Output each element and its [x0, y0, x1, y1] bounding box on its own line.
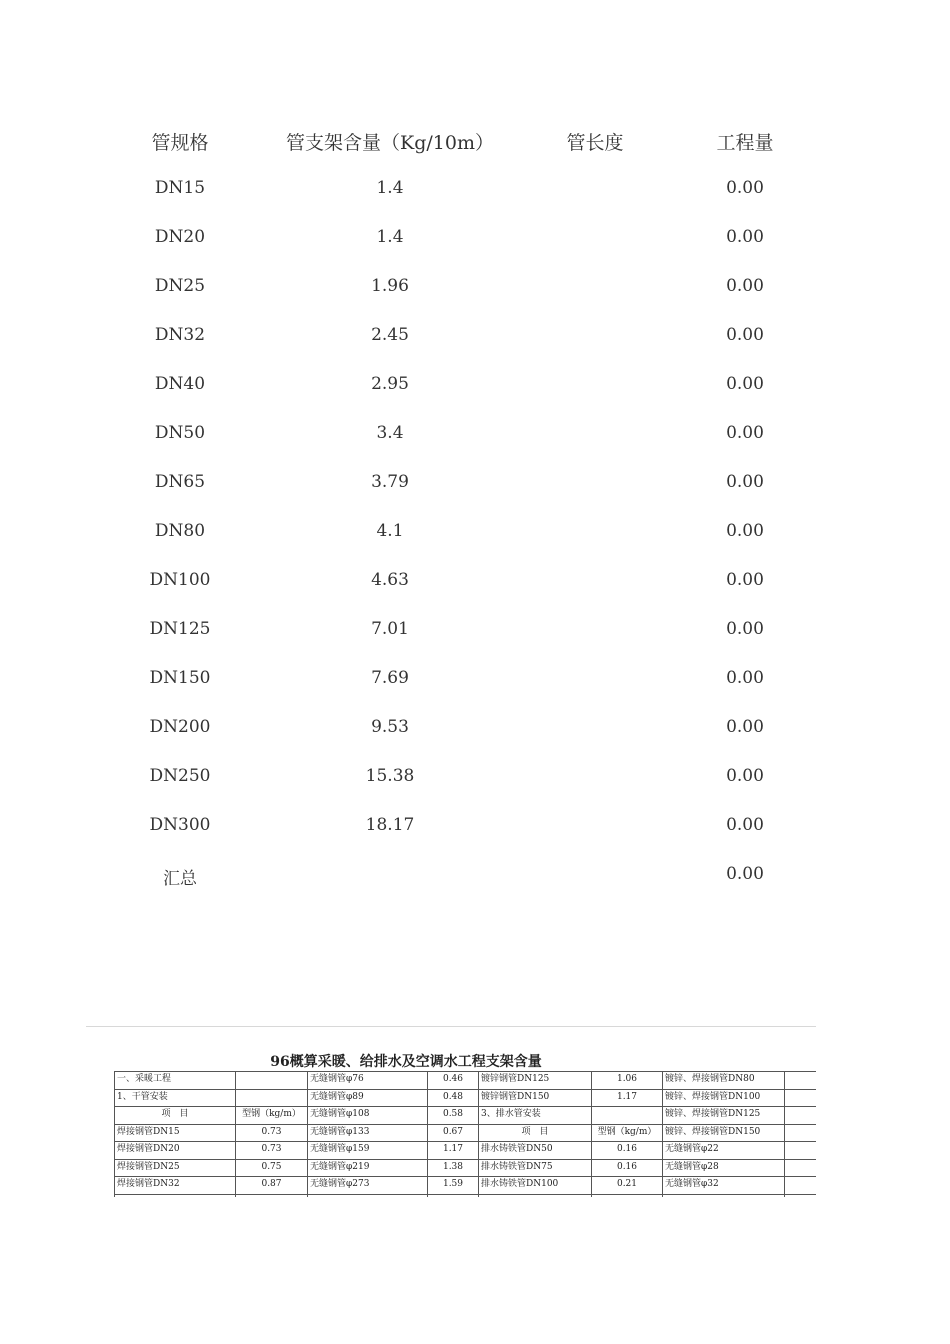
- sheet-cell: 镀锌、焊接钢管DN80: [665, 1074, 755, 1084]
- table-row: [0, 472, 950, 502]
- sheet-cell: 镀锌、焊接钢管DN100: [665, 1091, 761, 1102]
- row-spec: DN125: [149, 619, 211, 639]
- sheet-cell: 型钢（kg/m）: [242, 1109, 301, 1119]
- row-spec: DN200: [149, 717, 211, 737]
- row-support-content: 4.1: [376, 521, 404, 541]
- row-quantity: 0.00: [726, 423, 764, 443]
- table-row: [0, 423, 950, 453]
- row-support-content: 15.38: [365, 766, 415, 786]
- sheet-cell: [787, 1089, 814, 1106]
- grid-line: [784, 1071, 785, 1197]
- sheet-cell: 无缝钢管φ76: [310, 1074, 364, 1084]
- row-quantity: 0.00: [726, 374, 764, 394]
- table-row: [0, 276, 950, 306]
- sheet-cell: 0.75: [261, 1161, 282, 1172]
- grid-line: [114, 1159, 816, 1160]
- row-quantity: 0.00: [726, 815, 764, 835]
- sheet-cell: 焊接钢管DN15: [117, 1126, 180, 1137]
- grid-line: [114, 1176, 816, 1177]
- row-spec: DN20: [154, 227, 206, 247]
- sheet-cell: 无缝钢管φ219: [310, 1161, 370, 1172]
- sheet-cell: 焊接钢管DN20: [117, 1144, 180, 1154]
- sheet-cell: 镀锌钢管DN150: [481, 1091, 550, 1102]
- grid-line: [114, 1124, 816, 1125]
- grid-line: [662, 1071, 663, 1197]
- grid-line: [114, 1071, 816, 1072]
- row-quantity: 0.00: [726, 227, 764, 247]
- grid-line: [427, 1071, 428, 1197]
- sheet-cell: [787, 1141, 814, 1158]
- sheet-cell: 1.59: [442, 1179, 464, 1189]
- embedded-sheet-image: [86, 1026, 816, 1197]
- table-row: [0, 227, 950, 257]
- row-support-content: 1.4: [376, 227, 404, 247]
- sheet-cell: 无缝钢管φ108: [310, 1109, 370, 1119]
- sheet-cell: 0.48: [442, 1091, 464, 1102]
- sheet-cell: 镀锌钢管DN125: [481, 1074, 550, 1084]
- row-support-content: 3.4: [376, 423, 404, 443]
- row-support-content: 1.4: [376, 178, 404, 198]
- sheet-cell: [787, 1124, 814, 1141]
- row-quantity: 0.00: [726, 864, 764, 884]
- sheet-cell: 无缝钢管φ133: [310, 1126, 370, 1137]
- sheet-cell: [787, 1106, 814, 1123]
- row-spec: DN50: [154, 423, 206, 443]
- row-support-content: 7.69: [371, 668, 409, 688]
- grid-line: [114, 1194, 816, 1195]
- sheet-cell: 1.17: [442, 1144, 464, 1154]
- row-quantity: 0.00: [726, 717, 764, 737]
- sheet-cell: 镀锌、焊接钢管DN125: [665, 1109, 761, 1119]
- table-header-row: [0, 128, 950, 158]
- row-quantity: 0.00: [726, 276, 764, 296]
- row-spec: DN250: [149, 766, 211, 786]
- row-spec: DN40: [154, 374, 206, 394]
- sheet-cell: 0.16: [616, 1161, 638, 1172]
- row-quantity: 0.00: [726, 570, 764, 590]
- table-row: [0, 178, 950, 208]
- grid-line: [114, 1141, 816, 1142]
- grid-line: [114, 1071, 115, 1197]
- sheet-cell: 一、采暖工程: [117, 1074, 172, 1084]
- sheet-cell: 焊接钢管DN25: [117, 1161, 180, 1172]
- sheet-cell: [787, 1176, 814, 1193]
- sheet-cell: 无缝钢管φ32: [665, 1179, 719, 1189]
- sheet-cell: [238, 1089, 305, 1106]
- sheet-cell: 排水铸铁管DN50: [481, 1144, 553, 1154]
- row-quantity: 0.00: [726, 521, 764, 541]
- table-row: [0, 374, 950, 404]
- header-support-content: 管支架含量（Kg/10m）: [286, 132, 494, 154]
- sheet-cell: [787, 1071, 814, 1088]
- sheet-cell: 1、干管安装: [117, 1091, 168, 1102]
- sheet-cell: [594, 1106, 660, 1123]
- table-row: [0, 864, 950, 894]
- sheet-cell: 排水铸铁管DN100: [481, 1179, 559, 1189]
- sheet-cell: 无缝钢管φ159: [310, 1144, 370, 1154]
- table-row: [0, 668, 950, 698]
- row-support-content: 3.79: [371, 472, 409, 492]
- row-spec: DN32: [154, 325, 206, 345]
- sheet-cell: 0.87: [261, 1179, 282, 1189]
- sheet-cell: 型钢（kg/m）: [597, 1126, 657, 1137]
- sheet-cell: 排水铸铁管DN75: [481, 1161, 553, 1172]
- row-quantity: 0.00: [726, 178, 764, 198]
- header-quantity: 工程量: [716, 132, 774, 154]
- sheet-cell: [787, 1159, 814, 1176]
- row-spec: DN300: [149, 815, 211, 835]
- sheet-cell: 镀锌、焊接钢管DN150: [665, 1126, 761, 1137]
- row-spec: DN100: [149, 570, 211, 590]
- row-quantity: 0.00: [726, 619, 764, 639]
- sheet-cell: 1.17: [616, 1091, 638, 1102]
- row-support-content: 4.63: [371, 570, 409, 590]
- row-spec: DN65: [154, 472, 206, 492]
- table-row: [0, 521, 950, 551]
- sheet-cell: 0.73: [261, 1126, 282, 1137]
- sheet-cell: 焊接钢管DN32: [117, 1179, 180, 1189]
- grid-line: [114, 1089, 816, 1090]
- grid-line: [114, 1106, 816, 1107]
- row-spec: DN80: [154, 521, 206, 541]
- sheet-cell: 0.73: [261, 1144, 282, 1154]
- sheet-cell: 项 目: [521, 1126, 549, 1137]
- table-row: [0, 766, 950, 796]
- sheet-grid: [114, 1071, 816, 1197]
- row-support-content: 18.17: [365, 815, 415, 835]
- sheet-cell: 1.06: [616, 1074, 638, 1084]
- header-spec: 管规格: [151, 132, 209, 154]
- row-support-content: 1.96: [371, 276, 409, 296]
- row-support-content: 7.01: [371, 619, 409, 639]
- sheet-cell: 1.38: [442, 1161, 464, 1172]
- sheet-cell: 0.46: [442, 1074, 464, 1084]
- row-quantity: 0.00: [726, 668, 764, 688]
- table-row: [0, 815, 950, 845]
- sheet-cell: 无缝钢管φ89: [310, 1091, 364, 1102]
- table-row: [0, 570, 950, 600]
- grid-line: [478, 1071, 479, 1197]
- header-length: 管长度: [566, 132, 624, 154]
- row-quantity: 0.00: [726, 325, 764, 345]
- row-spec: DN15: [154, 178, 206, 198]
- sheet-cell: 0.58: [442, 1109, 464, 1119]
- sheet-cell: 0.16: [616, 1144, 638, 1154]
- sheet-title: 96概算采暖、给排水及空调水工程支架含量: [270, 1054, 542, 1070]
- sheet-cell: 无缝钢管φ28: [665, 1161, 719, 1172]
- table-row: [0, 717, 950, 747]
- row-support-content: 2.45: [371, 325, 409, 345]
- grid-line: [591, 1071, 592, 1197]
- sheet-cell: 0.67: [442, 1126, 464, 1137]
- sheet-cell: 0.21: [616, 1179, 638, 1189]
- row-quantity: 0.00: [726, 766, 764, 786]
- grid-line: [235, 1071, 236, 1197]
- table-row: [0, 619, 950, 649]
- row-support-content: 9.53: [371, 717, 409, 737]
- row-spec: DN150: [149, 668, 211, 688]
- row-quantity: 0.00: [726, 472, 764, 492]
- row-support-content: 2.95: [371, 374, 409, 394]
- row-spec: DN25: [154, 276, 206, 296]
- sheet-cell: 无缝钢管φ22: [665, 1144, 719, 1154]
- sheet-cell: 3、排水管安装: [481, 1109, 541, 1119]
- sheet-cell: [238, 1071, 305, 1088]
- sheet-cell: 项 目: [161, 1109, 189, 1119]
- row-spec: 汇总: [163, 869, 197, 889]
- sheet-cell: 无缝钢管φ273: [310, 1179, 370, 1189]
- grid-line: [307, 1071, 308, 1197]
- table-row: [0, 325, 950, 355]
